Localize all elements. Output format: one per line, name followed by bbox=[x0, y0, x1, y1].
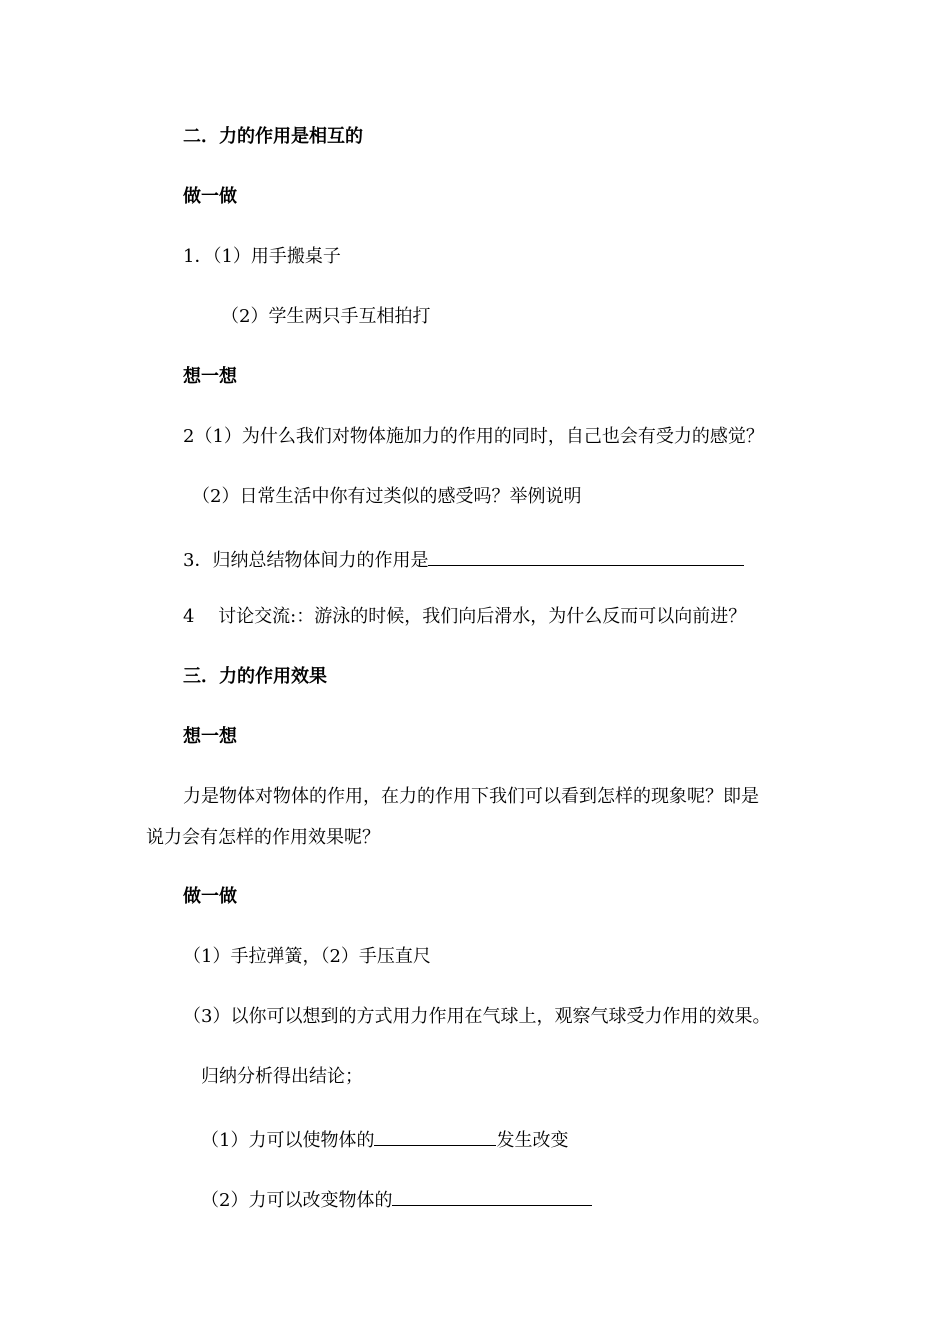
question-2-2: （2）日常生活中你有过类似的感受吗？举例说明 bbox=[192, 486, 582, 507]
subheading-think-2: 想一想 bbox=[183, 726, 237, 747]
conclusion-item-2 bbox=[201, 1185, 592, 1213]
summary-question-3 bbox=[183, 545, 744, 573]
question-2-1: 2（1）为什么我们对物体施加力的作用的同时，自己也会有受力的感觉？ bbox=[183, 426, 764, 447]
section-heading-3: 三．力的作用效果 bbox=[183, 666, 327, 687]
conclusion-1-suffix: 发生改变 bbox=[496, 1130, 569, 1151]
subheading-think-1: 想一想 bbox=[183, 366, 237, 387]
activity-item-3: （1）手拉弹簧，（2）手压直尺 bbox=[183, 946, 431, 967]
answer-blank-conclusion-2[interactable] bbox=[392, 1185, 592, 1206]
subheading-do-1: 做一做 bbox=[183, 186, 237, 207]
summary-label: 3．归纳总结物体间力的作用是 bbox=[183, 550, 429, 571]
activity-item-1: 1．（1）用手搬桌子 bbox=[183, 246, 341, 267]
paragraph-line-2: 说力会有怎样的作用效果呢？ bbox=[146, 827, 380, 848]
section-heading-2: 二．力的作用是相互的 bbox=[183, 126, 363, 147]
conclusion-2-label: （2）力可以改变物体的 bbox=[201, 1190, 393, 1211]
discussion-question-4: 4 讨论交流:：游泳的时候，我们向后滑水，为什么反而可以向前进？ bbox=[183, 606, 747, 627]
conclusion-item-1 bbox=[201, 1125, 568, 1153]
conclusion-1-label: （1）力可以使物体的 bbox=[201, 1130, 375, 1151]
answer-blank-summary[interactable] bbox=[428, 545, 744, 566]
activity-item-4: （3）以你可以想到的方式用力作用在气球上，观察气球受力作用的效果。 bbox=[183, 1006, 771, 1027]
activity-item-2: （2）学生两只手互相拍打 bbox=[221, 306, 431, 327]
conclusion-heading: 归纳分析得出结论； bbox=[201, 1066, 363, 1087]
paragraph-line-1: 力是物体对物体的作用，在力的作用下我们可以看到怎样的现象呢？即是 bbox=[183, 786, 759, 807]
subheading-do-2: 做一做 bbox=[183, 886, 237, 907]
answer-blank-conclusion-1[interactable] bbox=[374, 1125, 496, 1146]
